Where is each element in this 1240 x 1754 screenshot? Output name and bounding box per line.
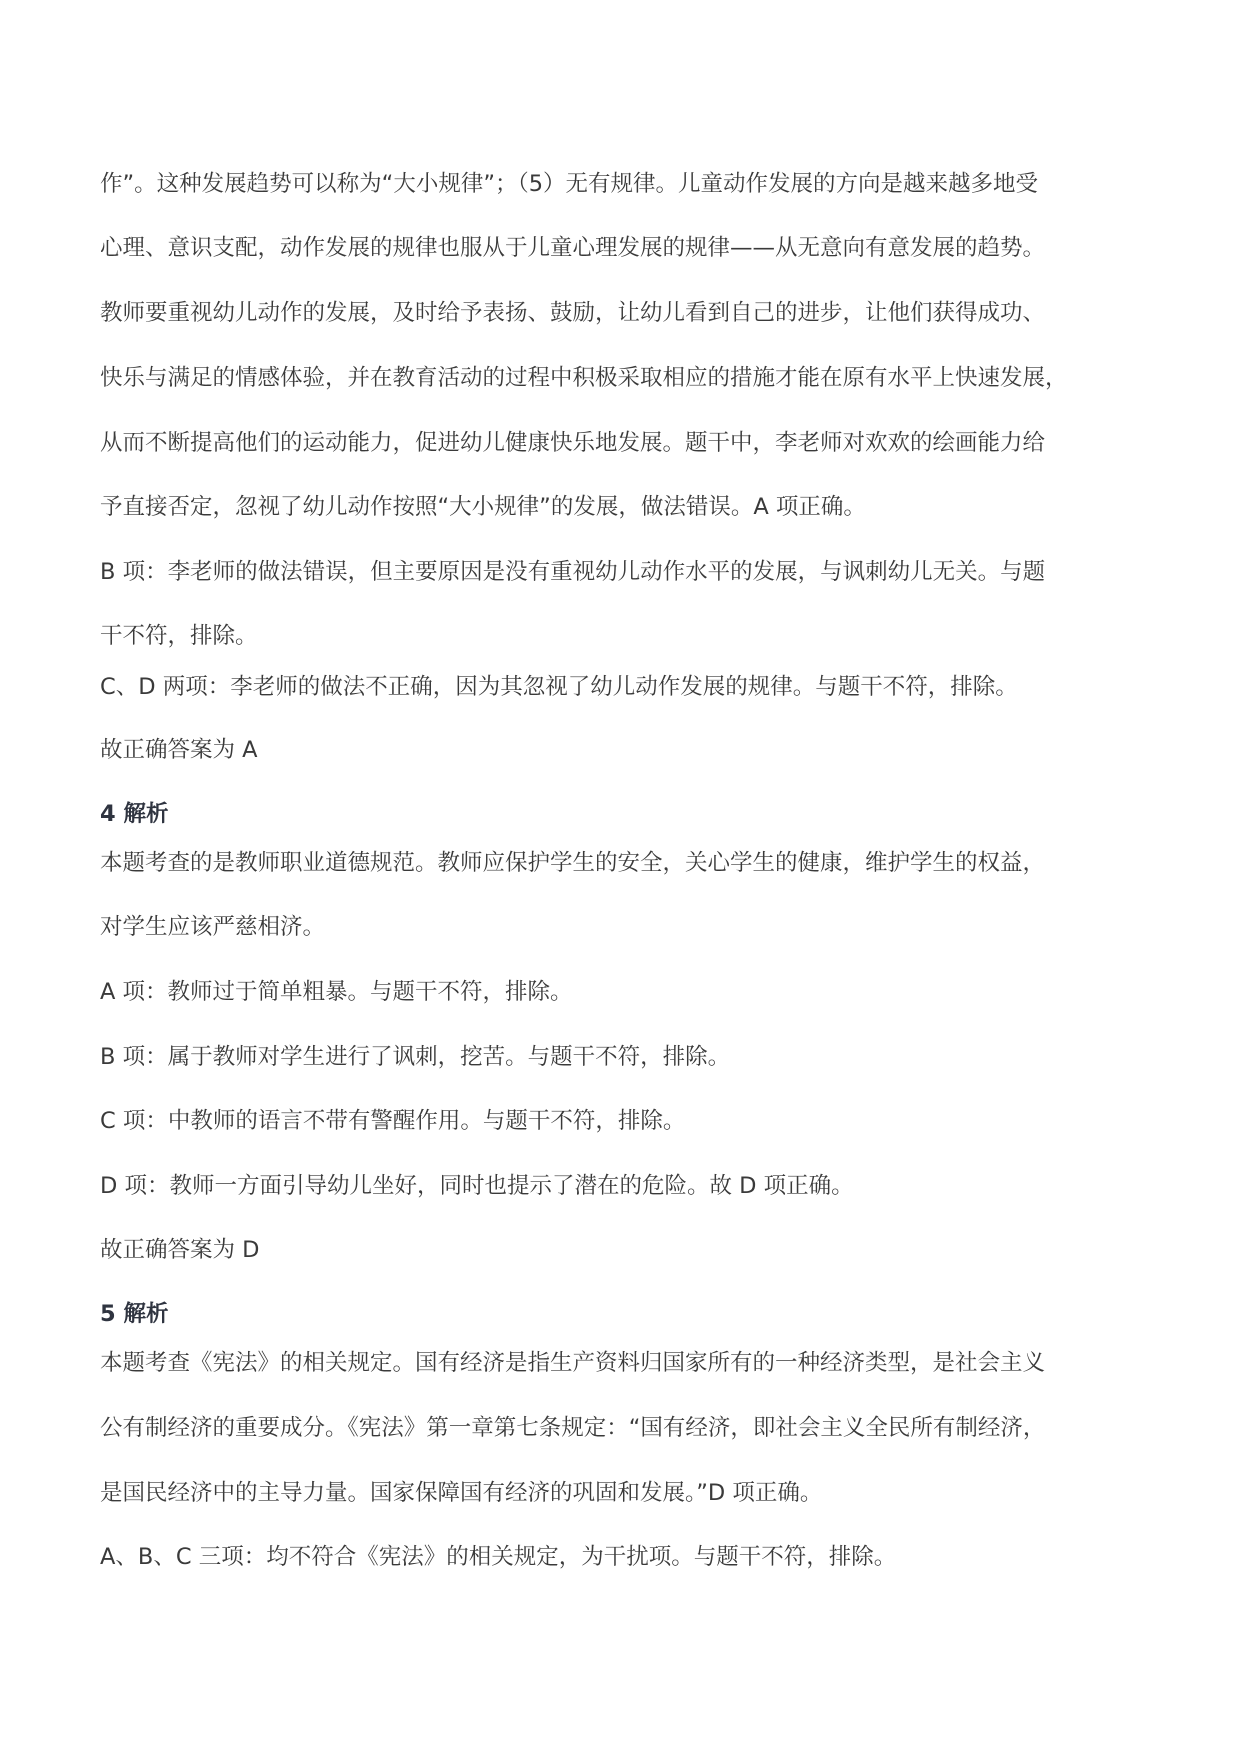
paragraph-line: 公有制经济的重要成分。《宪法》第一章第七条规定：“国有经济，即社会主义全民所有制经济， — [100, 1415, 1046, 1441]
paragraph-line: 作”。这种发展趋势可以称为“大小规律”；（5）无有规律。儿童动作发展的方向是越来越多地受 — [100, 171, 1039, 197]
paragraph-line: 予直接否定，忽视了幼儿动作按照“大小规律”的发展，做法错误。A 项正确。 — [100, 494, 866, 520]
option-explanation: D 项：教师一方面引导幼儿坐好，同时也提示了潜在的危险。故 D 项正确。 — [100, 1173, 854, 1199]
paragraph-line: 快乐与满足的情感体验，并在教育活动的过程中积极采取相应的措施才能在原有水平上快速发展， — [100, 365, 1068, 391]
answer-line: 故正确答案为 A — [100, 737, 258, 763]
option-explanation: B 项：李老师的做法错误，但主要原因是没有重视幼儿动作水平的发展，与讽刺幼儿无关。与题 — [100, 559, 1046, 585]
paragraph-line: 从而不断提高他们的运动能力，促进幼儿健康快乐地发展。题干中，李老师对欢欢的绘画能力给 — [100, 430, 1046, 456]
paragraph-line: 本题考查的是教师职业道德规范。教师应保护学生的安全，关心学生的健康，维护学生的权益， — [100, 850, 1046, 876]
option-explanation: C 项：中教师的语言不带有警醒作用。与题干不符，排除。 — [100, 1108, 686, 1134]
option-explanation: B 项：属于教师对学生进行了讽刺，挖苦。与题干不符，排除。 — [100, 1044, 731, 1070]
section-heading: 5 解析 — [100, 1301, 169, 1327]
paragraph-line: 本题考查《宪法》的相关规定。国有经济是指生产资料归国家所有的一种经济类型，是社会主义 — [100, 1350, 1046, 1376]
section-heading: 4 解析 — [100, 801, 169, 827]
option-explanation: A、B、C 三项：均不符合《宪法》的相关规定，为干扰项。与题干不符，排除。 — [100, 1544, 897, 1570]
option-explanation: 干不符，排除。 — [100, 623, 258, 649]
paragraph-line: 对学生应该严慈相济。 — [100, 914, 326, 940]
paragraph-line: 教师要重视幼儿动作的发展，及时给予表扬、鼓励，让幼儿看到自己的进步，让他们获得成功、 — [100, 300, 1046, 326]
option-explanation: C、D 两项：李老师的做法不正确，因为其忽视了幼儿动作发展的规律。与题干不符，排除。 — [100, 674, 1018, 700]
paragraph-line: 心理、意识支配，动作发展的规律也服从于儿童心理发展的规律——从无意向有意发展的趋势。 — [100, 235, 1046, 261]
option-explanation: A 项：教师过于简单粗暴。与题干不符，排除。 — [100, 979, 573, 1005]
paragraph-line: 是国民经济中的主导力量。国家保障国有经济的巩固和发展。”D 项正确。 — [100, 1480, 823, 1506]
answer-line: 故正确答案为 D — [100, 1237, 260, 1263]
